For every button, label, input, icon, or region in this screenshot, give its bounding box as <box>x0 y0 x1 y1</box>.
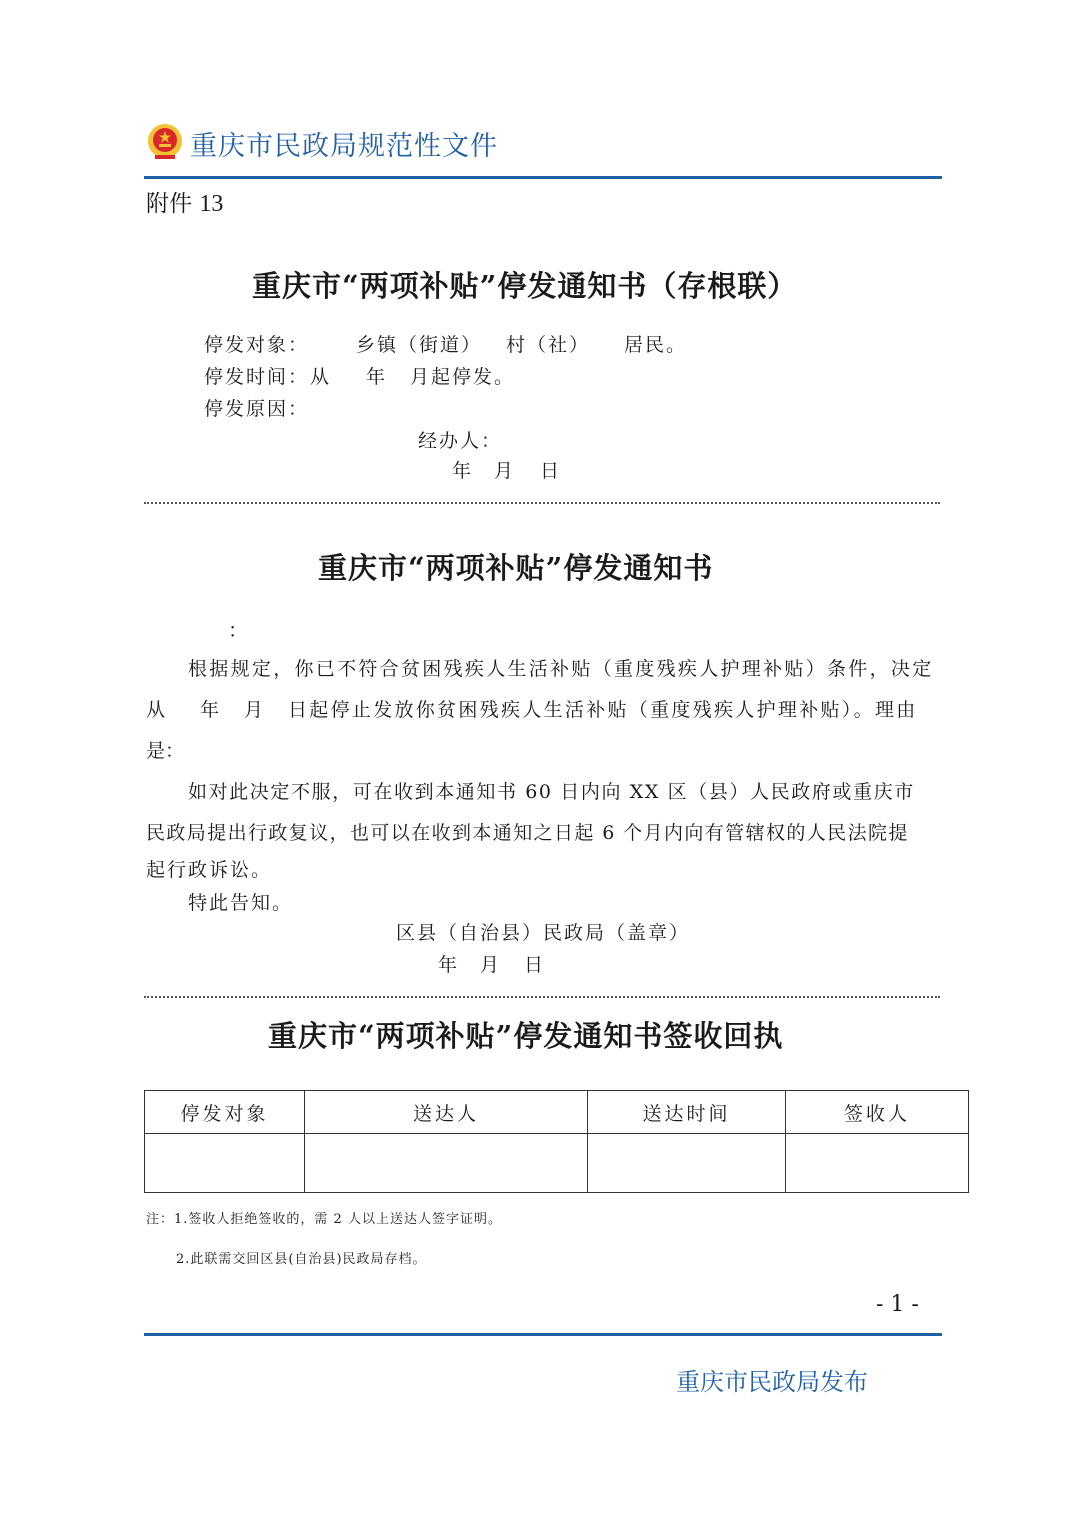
notice-para2-line1: 如对此决定不服，可在收到本通知书 60 日内向 XX 区（县）人民政府或重庆市 <box>188 781 915 803</box>
footer-rule <box>144 1333 942 1336</box>
attachment-number: 13 <box>199 191 224 217</box>
header-rule <box>144 176 942 179</box>
receipt-col-signer: 签收人 <box>786 1091 969 1134</box>
stub-target-village: 村（社） <box>506 334 591 356</box>
stub-target-label: 停发对象： <box>204 334 310 356</box>
notice-date-month: 月 <box>480 954 500 976</box>
receipt-note-2: 2.此联需交回区县(自治县)民政局存档。 <box>176 1252 427 1267</box>
stub-date-month: 月 <box>494 460 516 482</box>
stub-time-label: 停发时间： <box>204 366 310 388</box>
notice-closing: 特此告知。 <box>188 892 294 914</box>
cut-line-1 <box>144 502 940 504</box>
notice-date-day: 日 <box>524 954 544 976</box>
receipt-cell-signer[interactable] <box>786 1134 969 1193</box>
receipt-cell-deliverer[interactable] <box>305 1134 588 1193</box>
notice-para1-line2-from: 从 <box>146 699 166 721</box>
receipt-cell-delivery-time[interactable] <box>588 1134 786 1193</box>
stub-time-month: 月起停发。 <box>410 366 516 388</box>
receipt-col-deliverer: 送达人 <box>305 1091 588 1134</box>
notice-para1-line1: 根据规定，你已不符合贫困残疾人生活补贴（重度残疾人护理补贴）条件，决定 <box>188 658 934 680</box>
notice-para2-line3: 起行政诉讼。 <box>146 859 273 881</box>
stub-time-year: 年 <box>366 366 388 388</box>
notice-issuer: 区县（自治县）民政局（盖章） <box>396 922 691 944</box>
notice-para1-line2-month: 月 <box>244 699 264 721</box>
stub-target-township: 乡镇（街道） <box>356 334 483 356</box>
receipt-cell-target[interactable] <box>145 1134 305 1193</box>
attachment-text: 附件 <box>146 191 192 217</box>
notice-para2-line2: 民政局提出行政复议，也可以在收到本通知之日起 6 个月内向有管辖权的人民法院提 <box>146 822 909 844</box>
notice-salutation: ： <box>228 618 248 642</box>
stub-target-resident: 居民。 <box>624 334 688 356</box>
receipt-table <box>144 1090 969 1193</box>
notice-para1-line2-year: 年 <box>200 699 220 721</box>
receipt-col-delivery-time: 送达时间 <box>588 1091 786 1134</box>
stub-reason-label: 停发原因： <box>204 398 310 420</box>
page-number: - 1 - <box>876 1292 919 1317</box>
cut-line-2 <box>144 996 940 998</box>
header-title: 重庆市民政局规范性文件 <box>190 131 498 162</box>
stub-title: 重庆市“两项补贴”停发通知书（存根联） <box>252 269 798 303</box>
receipt-col-target: 停发对象 <box>145 1091 305 1134</box>
stub-date-day: 日 <box>540 460 562 482</box>
stub-time-from: 从 <box>310 366 332 388</box>
notice-title: 重庆市“两项补贴”停发通知书 <box>318 551 714 585</box>
footer-publisher: 重庆市民政局发布 <box>676 1368 868 1396</box>
attachment-label <box>146 185 223 218</box>
stub-handler-label: 经办人： <box>418 430 503 452</box>
notice-date-year: 年 <box>438 954 458 976</box>
national-emblem-icon <box>146 122 184 162</box>
notice-para1-line3: 是： <box>146 740 185 762</box>
stub-date-year: 年 <box>452 460 474 482</box>
receipt-title: 重庆市“两项补贴”停发通知书签收回执 <box>268 1019 784 1053</box>
table-row <box>145 1134 969 1193</box>
notice-para1-line2-rest: 日起停止发放你贫困残疾人生活补贴（重度残疾人护理补贴）。理由 <box>288 699 918 721</box>
receipt-header-row <box>145 1091 969 1134</box>
receipt-note-1: 注：1.签收人拒绝签收的，需 2 人以上送达人签字证明。 <box>146 1212 502 1227</box>
